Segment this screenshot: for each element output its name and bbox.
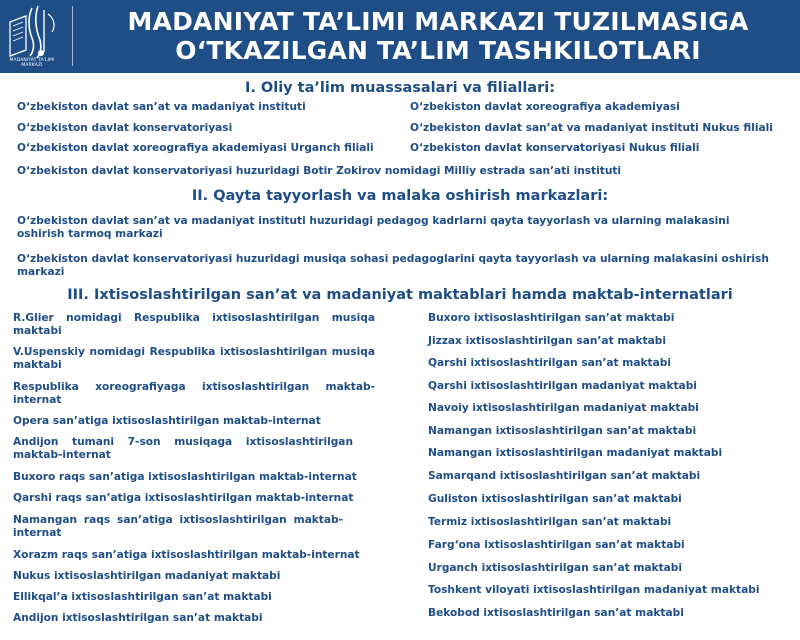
list-item: Termiz ixtisoslashtirilgan san’at maktabi xyxy=(428,516,672,528)
list-item: Qarshi raqs san’atiga ixtisoslashtirilgan maktab-internat xyxy=(13,492,354,504)
list-item: Xorazm raqs san’atiga ixtisoslashtirilgan maktab-internat xyxy=(13,549,360,561)
list-item: O‘zbekiston davlat san’at va madaniyat instituti xyxy=(17,101,306,113)
list-item: Guliston ixtisoslashtirilgan san’at maktabi xyxy=(428,493,682,505)
list-item: Navoiy ixtisoslashtirilgan madaniyat maktabi xyxy=(428,402,699,414)
list-item: O‘zbekiston davlat xoreografiya akademiyasi xyxy=(410,101,680,113)
section-2-heading: II. Qayta tayyorlash va malaka oshirish markazlari: xyxy=(191,188,609,204)
list-item: O‘zbekiston davlat san’at va madaniyat instituti huzuridagi pedagog kadrlarni qayta tayyorlash va ularning malakasini oshirish tarmoq markazi xyxy=(17,215,730,240)
list-item: Respublika xoreografiyaga ixtisoslashtirilgan maktab-internat xyxy=(13,381,375,406)
list-item: Namangan raqs san’atiga ixtisoslashtirilgan maktab-internat xyxy=(13,514,343,539)
list-item: Namangan ixtisoslashtirilgan madaniyat maktabi xyxy=(428,447,723,459)
list-item: R.Glier nomidagi Respublika ixtisoslashtirilgan musiqa maktabi xyxy=(13,312,375,337)
page-title xyxy=(80,7,796,65)
list-item: V.Uspenskiy nomidagi Respublika ixtisoslashtirilgan musiqa maktabi xyxy=(13,346,375,371)
logo-caption: MADANIYAT TA'LIMI MARKAZI xyxy=(9,58,55,68)
list-item: O‘zbekiston davlat konservatoriyasi huzuridagi musiqa sohasi pedagoglarini qayta tayyorlash va ularning malakasini oshirish markazi xyxy=(17,253,769,278)
list-item: Qarshi ixtisoslashtirilgan madaniyat maktabi xyxy=(428,380,697,392)
title-line-2: O‘TKAZILGAN TA’LIM TASHKILOTLARI xyxy=(175,36,701,65)
list-item: O‘zbekiston davlat xoreografiya akademiyasi Urganch filiali xyxy=(17,142,374,154)
title-line-1: MADANIYAT TA’LIMI MARKAZI TUZILMASIGA xyxy=(127,7,749,36)
list-item: O‘zbekiston davlat konservatoriyasi huzuridagi Botir Zokirov nomidagi Milliy estrada san’ati instituti xyxy=(17,165,622,177)
list-item: Toshkent viloyati ixtisoslashtirilgan madaniyat maktabi xyxy=(428,584,760,596)
section-3-heading: III. Ixtisoslashtirilgan san’at va madaniyat maktablari hamda maktab-internatlari xyxy=(67,287,733,303)
header-divider xyxy=(72,6,73,66)
list-item: Ellikqal’a ixtisoslashtirilgan san’at maktabi xyxy=(13,591,272,603)
list-item: Farg‘ona ixtisoslashtirilgan san’at maktabi xyxy=(428,539,685,551)
list-item: Jizzax ixtisoslashtirilgan san’at maktabi xyxy=(428,335,666,347)
list-item: Buxoro ixtisoslashtirilgan san’at maktabi xyxy=(428,312,675,324)
list-item: O‘zbekiston davlat konservatoriyasi Nukus filiali xyxy=(410,142,700,154)
list-item: Urganch ixtisoslashtirilgan san’at maktabi xyxy=(428,562,683,574)
list-item: Opera san’atiga ixtisoslashtirilgan maktab-internat xyxy=(13,415,321,427)
list-item: Namangan ixtisoslashtirilgan san’at maktabi xyxy=(428,425,697,437)
list-item: Andijon ixtisoslashtirilgan san’at maktabi xyxy=(13,612,263,624)
list-item: O‘zbekiston davlat san’at va madaniyat instituti Nukus filiali xyxy=(410,122,773,134)
list-item: Samarqand ixtisoslashtirilgan san’at maktabi xyxy=(428,470,701,482)
list-item: Andijon tumani 7-son musiqaga ixtisoslashtirilgan maktab-internat xyxy=(13,436,353,461)
section-1-heading: I. Oliy ta’lim muassasalari va filiallari: xyxy=(244,80,556,96)
list-item: Buxoro raqs san’atiga ixtisoslashtirilgan maktab-internat xyxy=(13,471,357,483)
list-item: O‘zbekiston davlat konservatoriyasi xyxy=(17,122,233,134)
list-item: Qarshi ixtisoslashtirilgan san’at maktabi xyxy=(428,357,671,369)
header-banner xyxy=(0,0,800,73)
list-item: Bekobod ixtisoslashtirilgan san’at maktabi xyxy=(428,607,684,619)
list-item: Nukus ixtisoslashtirilgan madaniyat maktabi xyxy=(13,570,281,582)
